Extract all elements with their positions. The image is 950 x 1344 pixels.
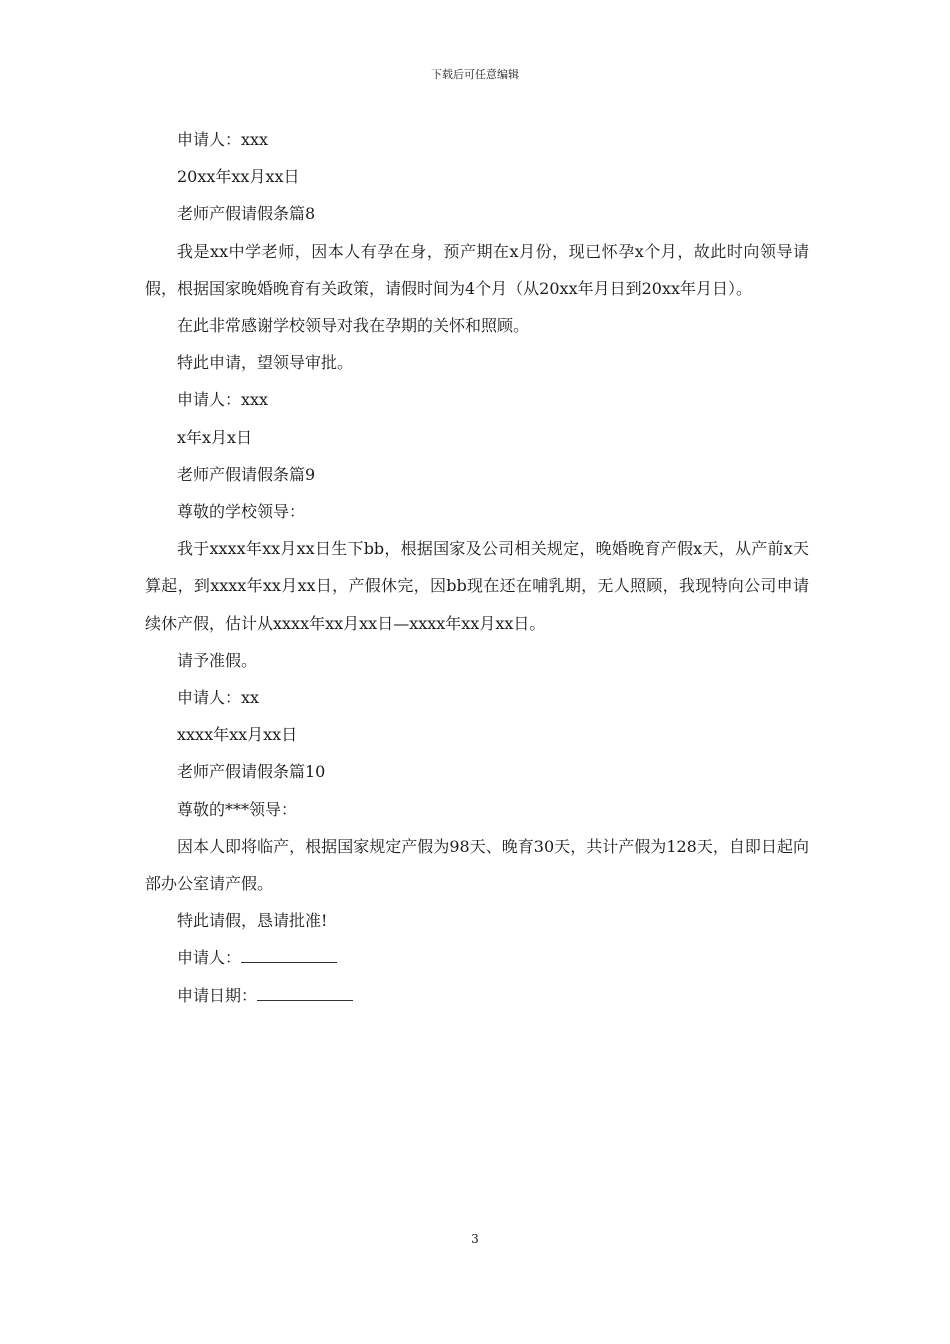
date-line: x年x月x日 [177,427,253,447]
section-title-9: 老师产假请假条篇9 [177,464,316,484]
date-label: 申请日期： [177,985,258,1005]
applicant-blank-line [241,946,337,964]
document-body [145,121,809,1014]
closing-line: 请予准假。 [177,650,258,670]
date-field-row [145,977,809,1014]
body-paragraph: 我是xx中学老师，因本人有孕在身，预产期在x月份，现已怀孕x个月，故此时向领导请假，根据国家晚婚晚育有关政策，请假时间为4个月（从20xx年月日到20xx年月日）。 [145,241,809,298]
body-paragraph: 在此非常感谢学校领导对我在孕期的关怀和照顾。 [177,316,530,336]
salutation: 尊敬的***领导： [177,799,298,819]
applicant-line: 申请人：xxx [177,130,269,149]
section-title-10: 老师产假请假条篇10 [177,762,326,782]
applicant-line: 申请人：xx [177,688,260,708]
date-blank-line [257,983,353,1001]
page-number: 3 [471,1232,479,1246]
applicant-label: 申请人： [177,948,242,968]
salutation: 尊敬的学校领导： [177,502,306,522]
date-line: xxxx年xx月xx日 [177,725,298,745]
closing-line: 特此请假，恳请批准! [177,911,328,931]
date-line: 20xx年xx月xx日 [177,167,300,187]
closing-line: 特此申请，望领导审批。 [177,353,354,373]
page-header: 下载后可任意编辑 [431,68,519,81]
applicant-line: 申请人：xxx [177,390,269,410]
body-paragraph: 因本人即将临产，根据国家规定产假为98天、晚育30天，共计产假为128天，自即日起向部办公室请产假。 [145,836,809,894]
body-paragraph: 我于xxxx年xx月xx日生下bb，根据国家及公司相关规定，晚婚晚育产假x天，从产前x天算起，到xxxx年xx月xx日，产假休完，因bb现在还在哺乳期，无人照顾，我现特向公司申请续休产假，估计从xxxx年xx月xx日—xxxx年xx月xx日。 [145,539,809,633]
section-title-8: 老师产假请假条篇8 [177,204,316,224]
applicant-field-row [145,939,809,976]
